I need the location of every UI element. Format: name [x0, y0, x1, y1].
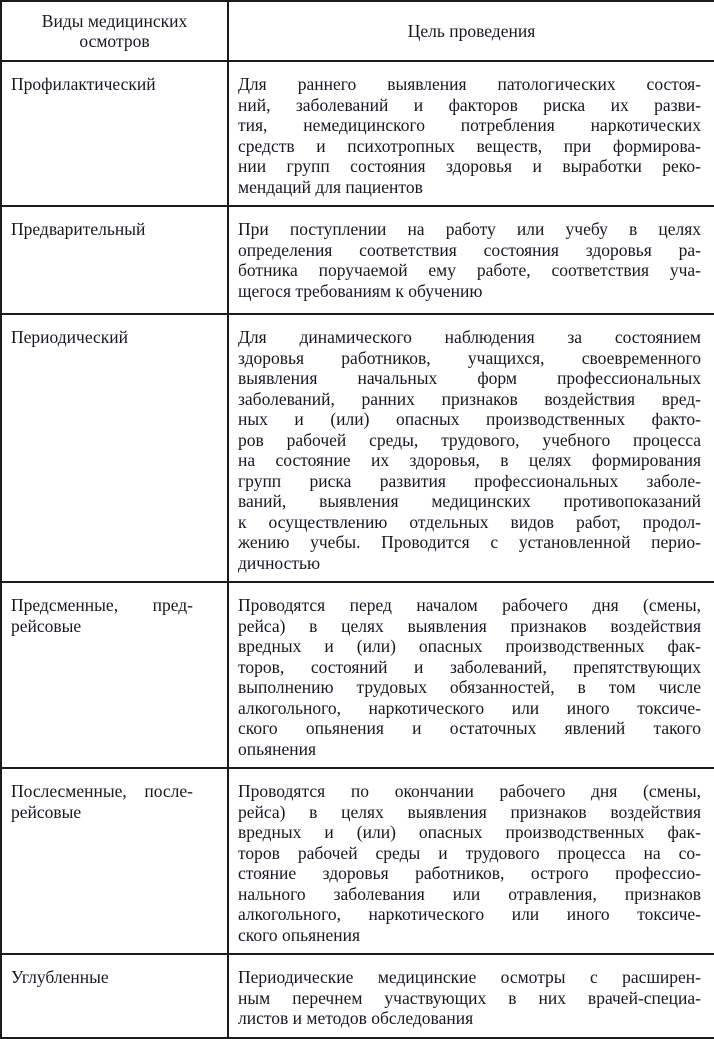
text-line: Периодические медицинские осмотры с расширен-	[238, 967, 701, 987]
header-cell-purpose	[228, 1, 714, 61]
cell-purpose-periodic	[228, 314, 714, 582]
text-line: торов рабочей среды и трудового процесса на со-	[238, 842, 701, 863]
cell-purpose-preliminary	[228, 206, 714, 314]
cell-exam-type-preliminary	[1, 206, 228, 314]
text-line: стояние здоровья работников, острого профессио-	[238, 863, 701, 883]
text-line: выявления начальных форм профессиональных	[238, 368, 701, 388]
text-line: Виды медицинских	[41, 10, 188, 31]
text-line: Периодический	[11, 327, 129, 347]
text-line: щегося требованиям к обучению	[238, 280, 483, 301]
cell-purpose-preshift	[228, 582, 714, 768]
cell-exam-type-indepth	[1, 954, 228, 1038]
text-line: заболеваний, ранних признаков воздействия вред-	[238, 388, 701, 409]
text-line: ского опьянения	[238, 924, 361, 945]
text-line: ных и (или) опасных производственных факто-	[238, 409, 701, 429]
text-line: вредных и (или) опасных производственных фак-	[238, 822, 701, 842]
text-line: рейсовые	[11, 615, 82, 636]
text-line: Цель проведения	[407, 20, 536, 41]
header-row	[1, 1, 714, 61]
text-line: ского опьянения и остаточных явлений такого	[238, 718, 701, 738]
text-line: дичностью	[238, 552, 321, 573]
text-line: мендаций для пациентов	[238, 176, 423, 197]
table-row	[1, 314, 714, 582]
text-line: средств и психотропных веществ, при формирова-	[238, 135, 701, 156]
text-line: нии групп состояния здоровья и выработки реко-	[238, 156, 701, 176]
text-line: групп риска развития профессиональных заболе-	[238, 470, 701, 491]
text-line: Послесменные, после-	[11, 781, 193, 801]
text-line: алкогольного, наркотического или иного токсиче-	[238, 697, 701, 718]
text-line: вредных и (или) опасных производственных фак-	[238, 636, 701, 656]
text-line: Проводятся перед началом рабочего дня (смены,	[238, 595, 701, 615]
text-line: осмотров	[79, 31, 150, 51]
text-line: Предсменные, пред-	[11, 595, 193, 615]
text-line: рейса) в целях выявления признаков воздействия	[238, 801, 701, 822]
text-line: Предварительный	[11, 219, 146, 239]
text-line: Профилактический	[11, 74, 156, 94]
text-line: листов и методов обследования	[238, 1008, 474, 1028]
text-line: выполнению трудовых обязанностей, в том числе	[238, 677, 701, 697]
cell-purpose-indepth	[228, 954, 714, 1038]
text-line: на состояние их здоровья, в целях формирования	[238, 450, 701, 470]
text-line: ний, заболеваний и факторов риска их разви-	[238, 94, 701, 115]
text-line: рейсовые	[11, 801, 82, 822]
cell-exam-type-preshift	[1, 582, 228, 768]
text-line: рейса) в целях выявления признаков воздействия	[238, 615, 701, 636]
table-row	[1, 768, 714, 954]
text-line: к осуществлению отдельных видов работ, продол-	[238, 511, 701, 532]
text-line: торов, состояний и заболеваний, препятствующих	[238, 656, 701, 677]
cell-purpose-postshift	[228, 768, 714, 954]
text-line: тия, немедицинского потребления наркотических	[238, 115, 701, 135]
text-line: Проводятся по окончании рабочего дня (смены,	[238, 781, 701, 801]
text-line: опьянения	[238, 738, 317, 759]
text-line: Для раннего выявления патологических состоя-	[238, 74, 701, 94]
text-line: определения соответствия состояния здоровья ра-	[238, 239, 701, 260]
text-line: жению учебы. Проводится с установленной перио-	[238, 532, 701, 552]
text-line: При поступлении на работу или учебу в целях	[238, 219, 701, 239]
cell-exam-type-preventive	[1, 61, 228, 206]
text-line: ным перечнем участвующих в них врачей-специа-	[238, 987, 701, 1008]
header-cell-exam-types	[1, 1, 228, 61]
text-line: здоровья работников, учащихся, своевременного	[238, 347, 701, 368]
text-line: ваний, выявления медицинских противопоказаний	[238, 491, 701, 511]
text-line: нального заболевания или отравления, признаков	[238, 883, 701, 904]
cell-exam-type-periodic	[1, 314, 228, 582]
cell-exam-type-postshift	[1, 768, 228, 954]
table-row	[1, 582, 714, 768]
text-line: ботника поручаемой ему работе, соответствия уча-	[238, 260, 701, 280]
cell-purpose-preventive	[228, 61, 714, 206]
table-row	[1, 61, 714, 206]
text-line: Для динамического наблюдения за состоянием	[238, 327, 701, 347]
text-line: ров рабочей среды, трудового, учебного процесса	[238, 429, 701, 450]
text-line: Углубленные	[11, 967, 109, 987]
text-line: алкогольного, наркотического или иного токсиче-	[238, 904, 701, 924]
table-row	[1, 206, 714, 314]
table-row	[1, 954, 714, 1038]
